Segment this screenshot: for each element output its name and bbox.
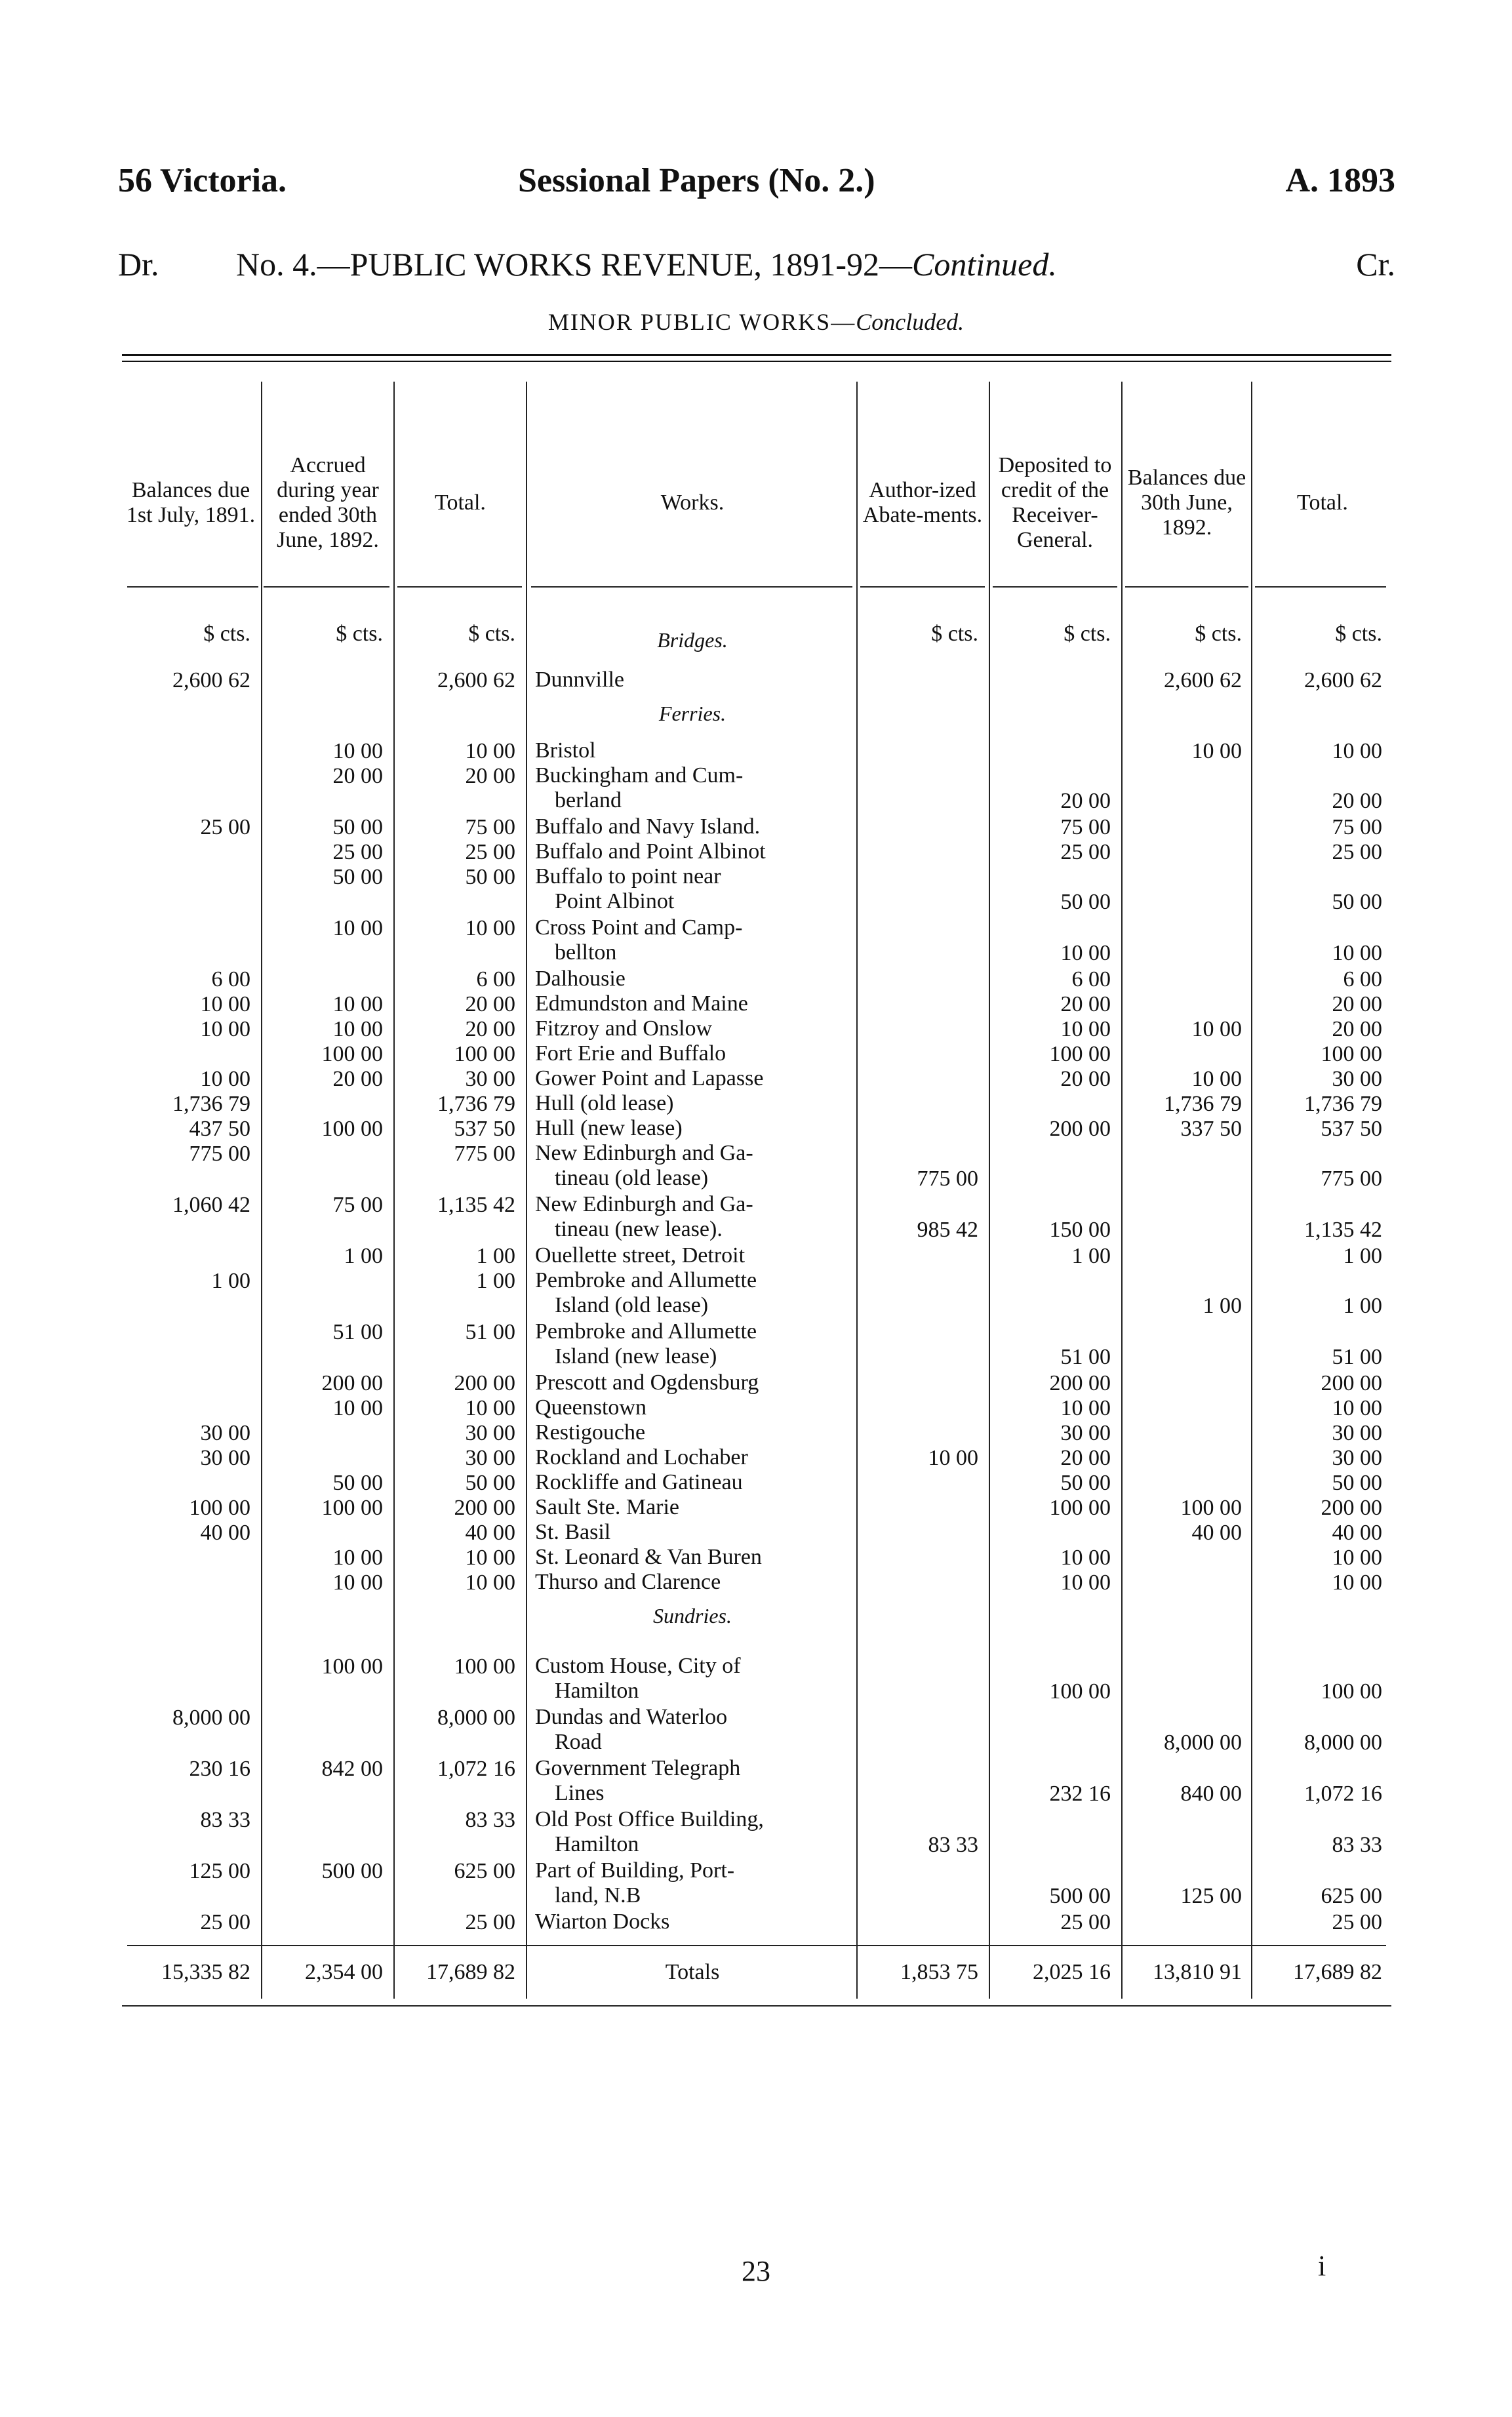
- header-rule: [1255, 586, 1386, 588]
- amount-cell: 125 00: [189, 1859, 250, 1883]
- amount-cell: 10 00: [1332, 1396, 1382, 1420]
- amount-cell: 10 00: [465, 916, 515, 940]
- header-rule: [860, 586, 985, 588]
- work-name: Fitzroy and Onslow: [535, 1016, 713, 1041]
- work-name: St. Basil: [535, 1520, 611, 1544]
- amount-cell: 8,000 00: [1304, 1730, 1382, 1755]
- unit-label: $ cts.: [468, 622, 515, 646]
- amount-cell: 1 00: [211, 1269, 250, 1293]
- unit-label: $ cts.: [1335, 622, 1382, 646]
- work-name: Bristol: [535, 738, 596, 763]
- work-name: Sault Ste. Marie: [535, 1495, 680, 1519]
- work-name: Ouellette street, Detroit: [535, 1243, 746, 1268]
- total-cell: 1,853 75: [900, 1960, 978, 1984]
- amount-cell: 625 00: [1321, 1884, 1382, 1908]
- total-cell: 2,354 00: [305, 1960, 383, 1984]
- work-name: Buckingham and Cum-: [535, 763, 744, 788]
- work-name: Buffalo and Point Albinot: [535, 839, 766, 864]
- column-divider: [526, 382, 527, 1999]
- amount-cell: 20 00: [1060, 1446, 1111, 1470]
- amount-cell: 8,000 00: [172, 1706, 250, 1730]
- amount-cell: 10 00: [1060, 1570, 1111, 1595]
- work-name: Island (new lease): [555, 1344, 717, 1368]
- amount-cell: 200 00: [1321, 1371, 1382, 1395]
- signature-mark: i: [1318, 2250, 1326, 2282]
- column-header: Balances due 30th June, 1892.: [1127, 465, 1246, 540]
- amount-cell: 10 00: [1332, 941, 1382, 965]
- amount-cell: 2,600 62: [437, 668, 515, 692]
- amount-cell: 10 00: [332, 1570, 383, 1595]
- amount-cell: 20 00: [1060, 789, 1111, 813]
- amount-cell: 50 00: [332, 865, 383, 889]
- amount-cell: 100 00: [1321, 1042, 1382, 1066]
- amount-cell: 20 00: [1332, 1017, 1382, 1041]
- amount-cell: 20 00: [465, 1017, 515, 1041]
- work-name: land, N.B: [555, 1883, 641, 1908]
- work-name: Buffalo and Navy Island.: [535, 814, 761, 839]
- work-name: Lines: [555, 1781, 605, 1805]
- amount-cell: 30 00: [465, 1067, 515, 1091]
- amount-cell: 75 00: [465, 815, 515, 839]
- total-cell: 15,335 82: [161, 1960, 250, 1984]
- total-cell: 13,810 91: [1153, 1960, 1242, 1984]
- amount-cell: 1,736 79: [172, 1092, 250, 1116]
- amount-cell: 10 00: [1191, 1017, 1242, 1041]
- column-divider: [261, 382, 262, 1999]
- column-header: Works.: [660, 490, 725, 515]
- work-name: Point Albinot: [555, 889, 675, 913]
- section-title: Bridges.: [657, 628, 728, 652]
- header-rule: [993, 586, 1117, 588]
- amount-cell: 100 00: [1049, 1496, 1111, 1520]
- amount-cell: 200 00: [454, 1371, 515, 1395]
- amount-cell: 83 33: [465, 1808, 515, 1832]
- page-number: 23: [742, 2255, 770, 2287]
- work-name: tineau (new lease).: [555, 1217, 723, 1241]
- amount-cell: 25 00: [200, 815, 250, 839]
- amount-cell: 10 00: [1060, 1546, 1111, 1570]
- amount-cell: 10 00: [1060, 1396, 1111, 1420]
- column-header: Total.: [435, 490, 486, 515]
- amount-cell: 1,736 79: [1164, 1092, 1242, 1116]
- work-name: New Edinburgh and Ga-: [535, 1192, 753, 1216]
- amount-cell: 100 00: [1049, 1679, 1111, 1704]
- amount-cell: 50 00: [465, 1471, 515, 1495]
- document-series: Sessional Papers (No. 2.): [518, 162, 875, 199]
- amount-cell: 125 00: [1180, 1884, 1242, 1908]
- work-name: Thurso and Clarence: [535, 1570, 721, 1594]
- amount-cell: 40 00: [200, 1521, 250, 1545]
- header-rule: [397, 586, 522, 588]
- amount-cell: 100 00: [189, 1496, 250, 1520]
- amount-cell: 83 33: [1332, 1833, 1382, 1857]
- amount-cell: 775 00: [917, 1167, 978, 1191]
- amount-cell: 10 00: [1060, 941, 1111, 965]
- amount-cell: 20 00: [1332, 992, 1382, 1016]
- work-name: Hamilton: [555, 1679, 639, 1703]
- debit-label: Dr.: [118, 246, 159, 283]
- page-header: [118, 161, 1395, 201]
- amount-cell: 1,736 79: [1304, 1092, 1382, 1116]
- amount-cell: 25 00: [332, 840, 383, 864]
- work-name: Edmundston and Maine: [535, 991, 748, 1016]
- work-name: bellton: [555, 940, 617, 965]
- work-name: berland: [555, 788, 622, 812]
- column-header: Balances due 1st July, 1891.: [126, 477, 256, 527]
- amount-cell: 30 00: [200, 1446, 250, 1470]
- amount-cell: 500 00: [321, 1859, 383, 1883]
- amount-cell: 40 00: [465, 1521, 515, 1545]
- amount-cell: 10 00: [1332, 1570, 1382, 1595]
- amount-cell: 1 00: [344, 1244, 383, 1268]
- work-name: Gower Point and Lapasse: [535, 1066, 764, 1090]
- amount-cell: 1 00: [1343, 1294, 1382, 1318]
- amount-cell: 2,600 62: [1164, 668, 1242, 692]
- unit-label: $ cts.: [1195, 622, 1242, 646]
- amount-cell: 50 00: [332, 1471, 383, 1495]
- unit-label: $ cts.: [203, 622, 250, 646]
- amount-cell: 30 00: [1332, 1421, 1382, 1445]
- amount-cell: 200 00: [1321, 1496, 1382, 1520]
- amount-cell: 10 00: [332, 1017, 383, 1041]
- column-divider: [393, 382, 395, 1999]
- work-name: Government Telegraph: [535, 1756, 741, 1780]
- bottom-rule: [122, 2005, 1391, 2007]
- amount-cell: 10 00: [465, 1396, 515, 1420]
- amount-cell: 1 00: [476, 1244, 515, 1268]
- work-name: tineau (old lease): [555, 1166, 709, 1190]
- work-name: Dalhousie: [535, 967, 626, 991]
- amount-cell: 200 00: [321, 1371, 383, 1395]
- amount-cell: 83 33: [200, 1808, 250, 1832]
- section-title: Sundries.: [653, 1604, 732, 1628]
- work-name: Hull (old lease): [535, 1091, 674, 1115]
- work-name: Hull (new lease): [535, 1116, 683, 1140]
- amount-cell: 25 00: [465, 840, 515, 864]
- amount-cell: 25 00: [1060, 840, 1111, 864]
- amount-cell: 1,736 79: [437, 1092, 515, 1116]
- totals-label: Totals: [665, 1960, 720, 1984]
- amount-cell: 30 00: [465, 1446, 515, 1470]
- amount-cell: 10 00: [928, 1446, 978, 1470]
- amount-cell: 2,600 62: [172, 668, 250, 692]
- amount-cell: 985 42: [917, 1218, 978, 1242]
- column-header: Deposited to credit of the Receiver-General.: [998, 452, 1112, 553]
- amount-cell: 30 00: [465, 1421, 515, 1445]
- work-name: Restigouche: [535, 1420, 646, 1445]
- amount-cell: 100 00: [1321, 1679, 1382, 1704]
- amount-cell: 8,000 00: [437, 1706, 515, 1730]
- header-rule: [531, 586, 852, 588]
- amount-cell: 100 00: [321, 1496, 383, 1520]
- amount-cell: 10 00: [1060, 1017, 1111, 1041]
- amount-cell: 10 00: [200, 1067, 250, 1091]
- amount-cell: 10 00: [465, 739, 515, 763]
- amount-cell: 10 00: [1191, 739, 1242, 763]
- amount-cell: 337 50: [1180, 1117, 1242, 1141]
- amount-cell: 537 50: [1321, 1117, 1382, 1141]
- amount-cell: 6 00: [476, 967, 515, 991]
- amount-cell: 625 00: [454, 1859, 515, 1883]
- work-name: Dundas and Waterloo: [535, 1705, 728, 1729]
- amount-cell: 40 00: [1332, 1521, 1382, 1545]
- column-header: Total.: [1297, 490, 1348, 515]
- work-name: Part of Building, Port-: [535, 1858, 735, 1883]
- table-subtitle: MINOR PUBLIC WORKS—Concluded.: [547, 309, 965, 335]
- work-name: Road: [555, 1730, 602, 1754]
- amount-cell: 10 00: [1191, 1067, 1242, 1091]
- amount-cell: 20 00: [1060, 992, 1111, 1016]
- amount-cell: 1,060 42: [172, 1193, 250, 1217]
- amount-cell: 51 00: [332, 1320, 383, 1344]
- amount-cell: 25 00: [1332, 1910, 1382, 1934]
- amount-cell: 51 00: [1332, 1345, 1382, 1369]
- amount-cell: 8,000 00: [1164, 1730, 1242, 1755]
- amount-cell: 100 00: [1180, 1496, 1242, 1520]
- amount-cell: 51 00: [1060, 1345, 1111, 1369]
- amount-cell: 537 50: [454, 1117, 515, 1141]
- top-rule: [122, 354, 1391, 356]
- amount-cell: 30 00: [1332, 1446, 1382, 1470]
- amount-cell: 2,600 62: [1304, 668, 1382, 692]
- work-name: Island (old lease): [555, 1293, 709, 1317]
- amount-cell: 1 00: [1071, 1244, 1111, 1268]
- amount-cell: 83 33: [928, 1833, 978, 1857]
- work-name: Hamilton: [555, 1832, 639, 1856]
- amount-cell: 840 00: [1180, 1782, 1242, 1806]
- work-name: St. Leonard & Van Buren: [535, 1545, 762, 1569]
- amount-cell: 25 00: [200, 1910, 250, 1934]
- amount-cell: 100 00: [321, 1654, 383, 1679]
- amount-cell: 75 00: [1332, 815, 1382, 839]
- unit-label: $ cts.: [336, 622, 383, 646]
- amount-cell: 230 16: [189, 1757, 250, 1781]
- amount-cell: 1 00: [1343, 1244, 1382, 1268]
- amount-cell: 6 00: [1071, 967, 1111, 991]
- amount-cell: 50 00: [1060, 890, 1111, 914]
- total-cell: 17,689 82: [426, 1960, 515, 1984]
- unit-label: $ cts.: [1064, 622, 1111, 646]
- session-label: 56 Victoria.: [118, 162, 287, 199]
- amount-cell: 6 00: [211, 967, 250, 991]
- column-divider: [1251, 382, 1252, 1999]
- unit-label: $ cts.: [931, 622, 978, 646]
- amount-cell: 10 00: [465, 1546, 515, 1570]
- work-name: Old Post Office Building,: [535, 1807, 764, 1831]
- header-rule: [1125, 586, 1248, 588]
- work-name: Pembroke and Allumette: [535, 1268, 757, 1292]
- amount-cell: 10 00: [332, 739, 383, 763]
- amount-cell: 775 00: [454, 1142, 515, 1166]
- amount-cell: 100 00: [321, 1042, 383, 1066]
- work-name: Queenstown: [535, 1395, 647, 1420]
- amount-cell: 200 00: [454, 1496, 515, 1520]
- work-name: Fort Erie and Buffalo: [535, 1041, 726, 1066]
- amount-cell: 232 16: [1049, 1782, 1111, 1806]
- year-label: A. 1893: [1285, 162, 1395, 199]
- amount-cell: 775 00: [1321, 1167, 1382, 1191]
- amount-cell: 40 00: [1191, 1521, 1242, 1545]
- section-title: Ferries.: [658, 702, 726, 725]
- amount-cell: 842 00: [321, 1757, 383, 1781]
- revenue-table: [122, 382, 1391, 2087]
- table-title: [118, 245, 1395, 285]
- amount-cell: 10 00: [200, 1017, 250, 1041]
- work-name: Wiarton Docks: [535, 1909, 670, 1934]
- totals-rule: [127, 1945, 1386, 1946]
- work-name: Rockland and Lochaber: [535, 1445, 748, 1469]
- work-name: Buffalo to point near: [535, 864, 721, 889]
- amount-cell: 10 00: [332, 916, 383, 940]
- column-header: Author-ized Abate-ments.: [862, 477, 983, 527]
- amount-cell: 1 00: [476, 1269, 515, 1293]
- amount-cell: 10 00: [1332, 739, 1382, 763]
- amount-cell: 1,135 42: [1304, 1218, 1382, 1242]
- amount-cell: 10 00: [332, 1396, 383, 1420]
- credit-label: Cr.: [1356, 246, 1395, 283]
- amount-cell: 10 00: [332, 1546, 383, 1570]
- amount-cell: 100 00: [454, 1042, 515, 1066]
- amount-cell: 1 00: [1203, 1294, 1242, 1318]
- amount-cell: 775 00: [189, 1142, 250, 1166]
- top-rule-thin: [122, 361, 1391, 362]
- amount-cell: 25 00: [1332, 840, 1382, 864]
- amount-cell: 50 00: [332, 815, 383, 839]
- amount-cell: 100 00: [321, 1117, 383, 1141]
- amount-cell: 1,072 16: [437, 1757, 515, 1781]
- amount-cell: 50 00: [1332, 1471, 1382, 1495]
- amount-cell: 75 00: [332, 1193, 383, 1217]
- column-header: Accrued during year ended 30th June, 1892.: [277, 452, 379, 553]
- amount-cell: 100 00: [1049, 1042, 1111, 1066]
- amount-cell: 500 00: [1049, 1884, 1111, 1908]
- amount-cell: 20 00: [1060, 1067, 1111, 1091]
- amount-cell: 30 00: [1060, 1421, 1111, 1445]
- amount-cell: 25 00: [465, 1910, 515, 1934]
- title-main: No. 4.—PUBLIC WORKS REVENUE, 1891-92—Continued.: [236, 246, 1057, 283]
- amount-cell: 50 00: [1332, 890, 1382, 914]
- work-name: New Edinburgh and Ga-: [535, 1141, 753, 1165]
- amount-cell: 20 00: [332, 764, 383, 788]
- total-cell: 2,025 16: [1033, 1960, 1111, 1984]
- amount-cell: 437 50: [189, 1117, 250, 1141]
- amount-cell: 100 00: [454, 1654, 515, 1679]
- amount-cell: 1,135 42: [437, 1193, 515, 1217]
- work-name: Cross Point and Camp-: [535, 915, 743, 940]
- amount-cell: 200 00: [1049, 1117, 1111, 1141]
- amount-cell: 20 00: [465, 764, 515, 788]
- amount-cell: 10 00: [1332, 1546, 1382, 1570]
- amount-cell: 30 00: [1332, 1067, 1382, 1091]
- amount-cell: 10 00: [332, 992, 383, 1016]
- amount-cell: 200 00: [1049, 1371, 1111, 1395]
- header-rule: [264, 586, 389, 588]
- work-name: Custom House, City of: [535, 1654, 741, 1678]
- work-name: Rockliffe and Gatineau: [535, 1470, 743, 1494]
- amount-cell: 51 00: [465, 1320, 515, 1344]
- work-name: Pembroke and Allumette: [535, 1319, 757, 1344]
- total-cell: 17,689 82: [1293, 1960, 1382, 1984]
- amount-cell: 20 00: [465, 992, 515, 1016]
- amount-cell: 25 00: [1060, 1910, 1111, 1934]
- amount-cell: 6 00: [1343, 967, 1382, 991]
- work-name: Prescott and Ogdensburg: [535, 1370, 759, 1395]
- amount-cell: 20 00: [332, 1067, 383, 1091]
- amount-cell: 1,072 16: [1304, 1782, 1382, 1806]
- header-rule: [127, 586, 258, 588]
- amount-cell: 10 00: [465, 1570, 515, 1595]
- amount-cell: 150 00: [1049, 1218, 1111, 1242]
- amount-cell: 75 00: [1060, 815, 1111, 839]
- work-name: Dunnville: [535, 668, 624, 692]
- amount-cell: 50 00: [1060, 1471, 1111, 1495]
- amount-cell: 30 00: [200, 1421, 250, 1445]
- amount-cell: 10 00: [200, 992, 250, 1016]
- amount-cell: 20 00: [1332, 789, 1382, 813]
- amount-cell: 50 00: [465, 865, 515, 889]
